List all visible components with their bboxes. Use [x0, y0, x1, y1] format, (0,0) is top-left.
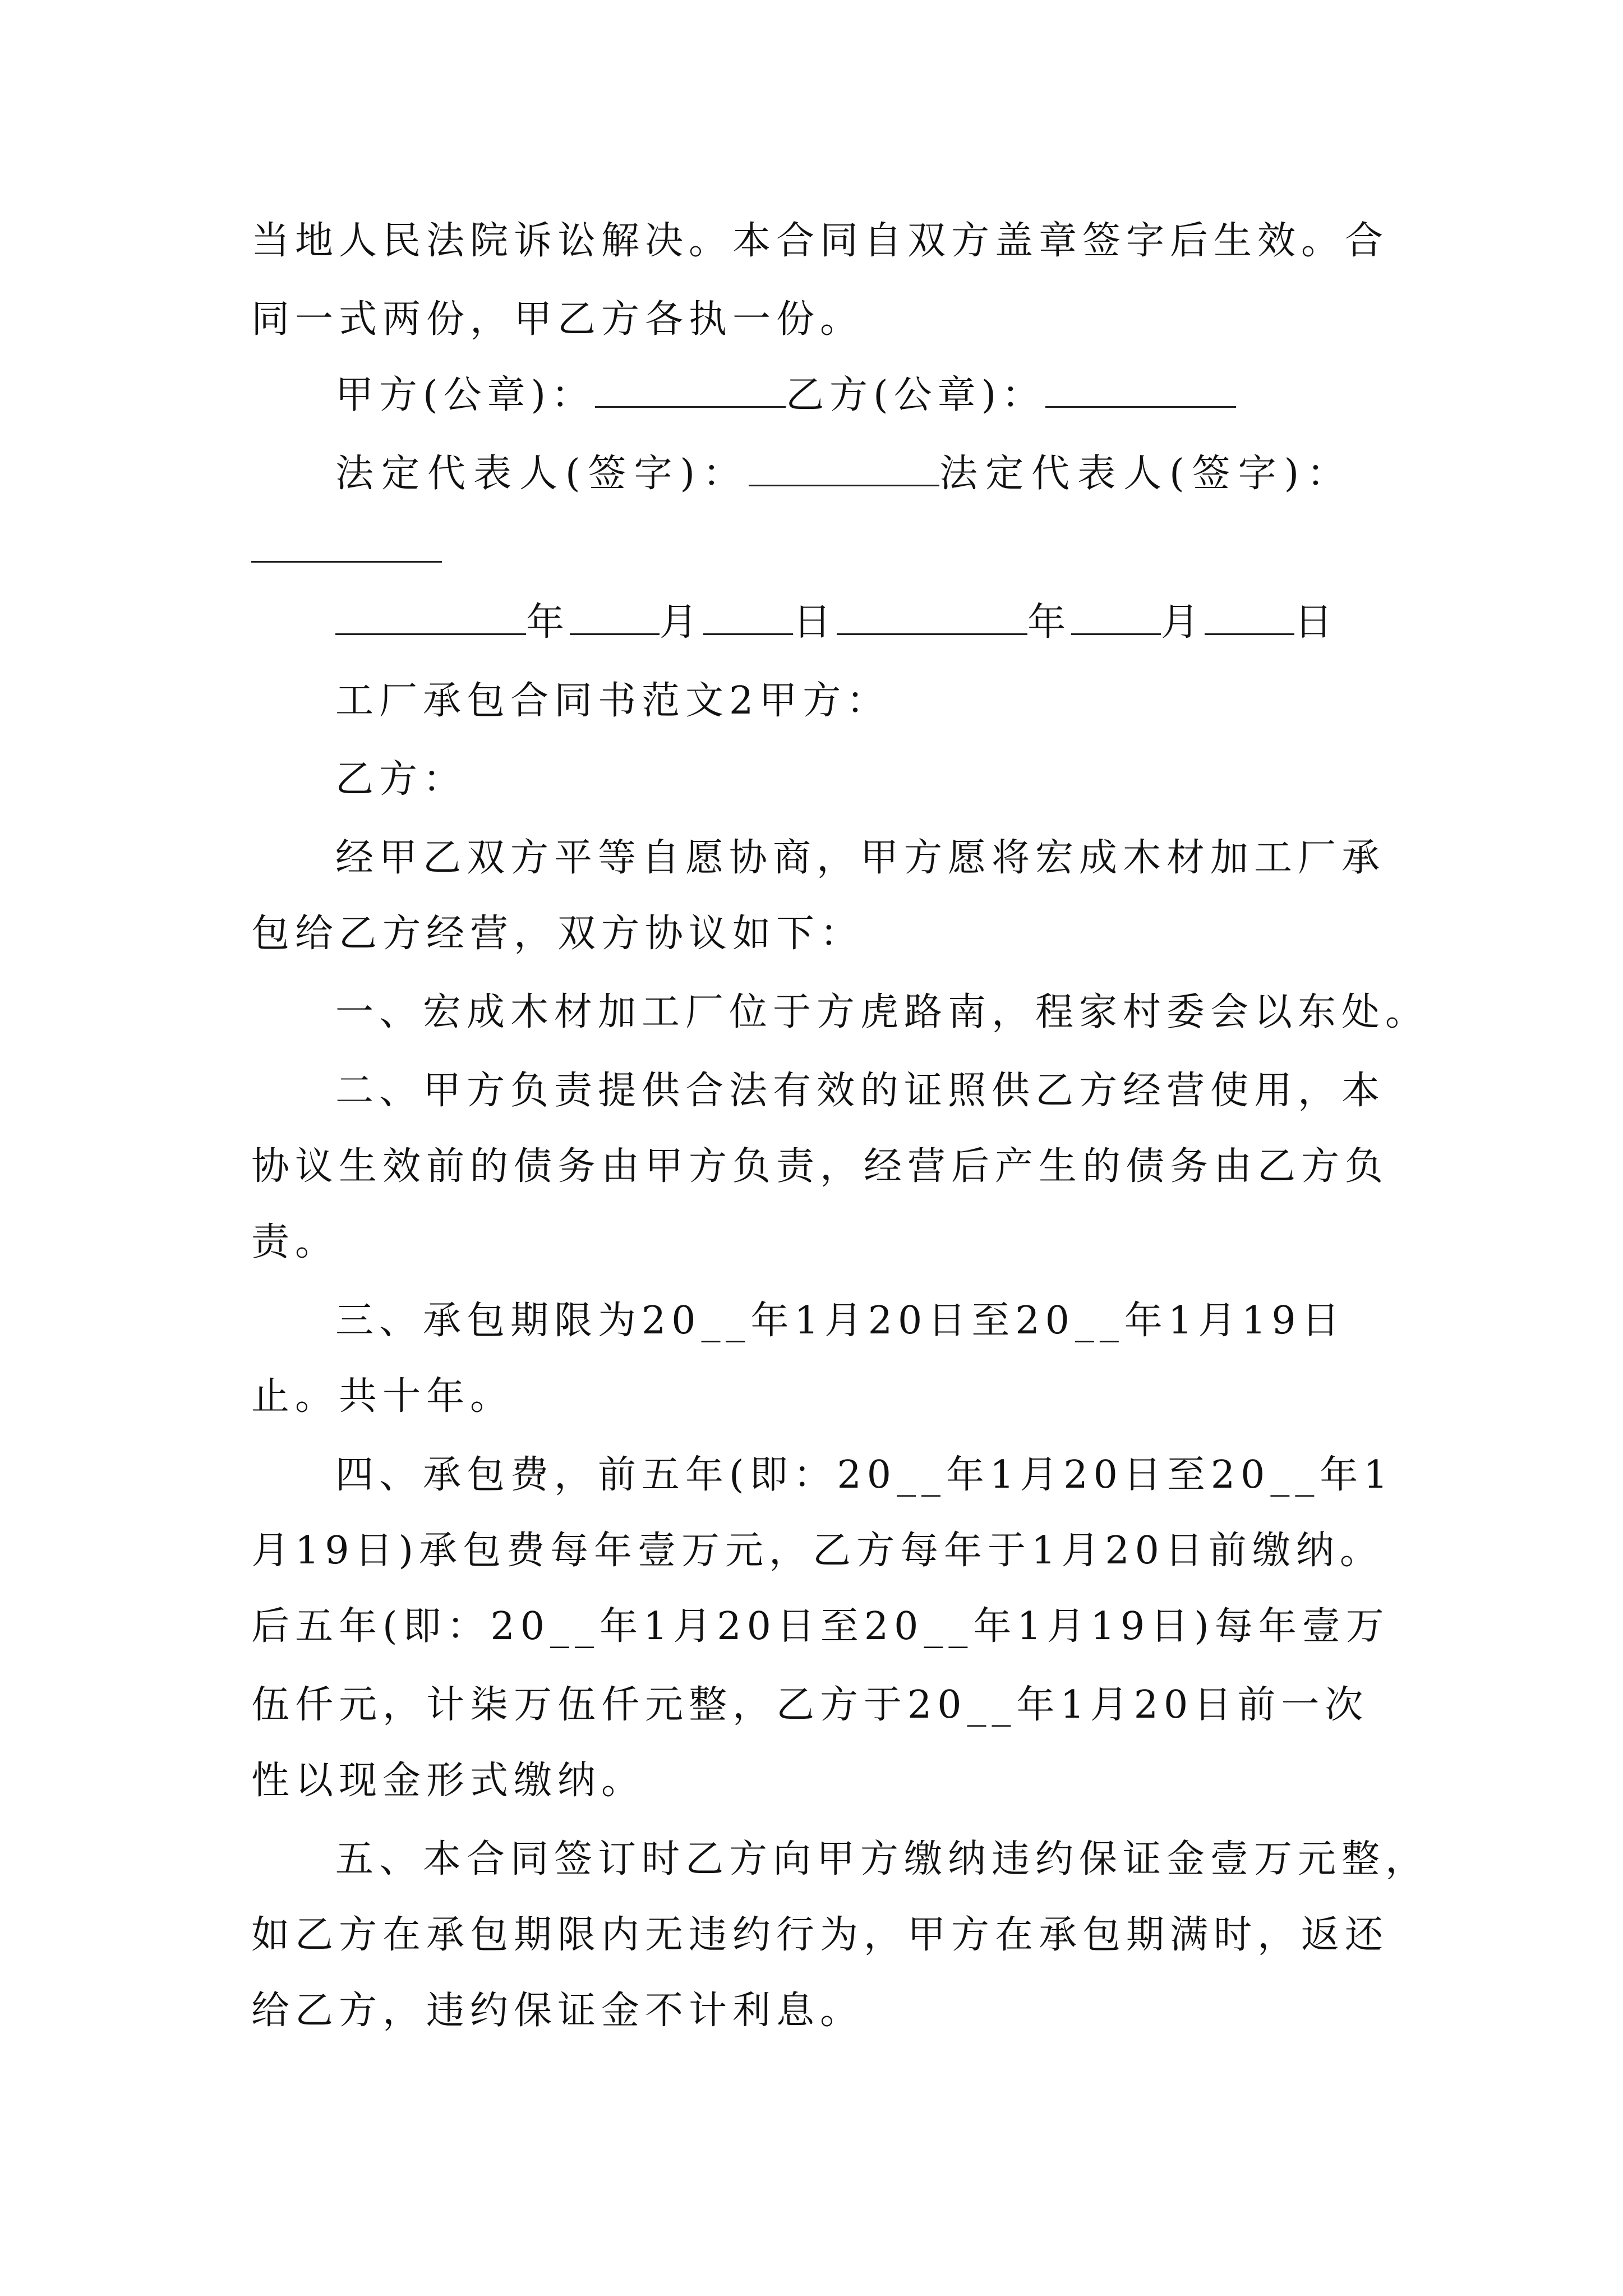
blank-field: [1045, 369, 1236, 408]
paragraph-line: 同一式两份，甲乙方各执一份。: [251, 297, 864, 342]
party-a-seal-label: 甲方(公章)：: [335, 373, 596, 417]
signature-line-rep: [335, 446, 1491, 502]
signature-line-seal: [335, 367, 1491, 424]
month-label: 月: [660, 600, 704, 645]
blank-field: [595, 369, 786, 408]
paragraph-line: 后五年(即：20__年1月20日至20__年1月19日)每年壹万: [251, 1604, 1390, 1649]
paragraph-line: 如乙方在承包期限内无违约行为，甲方在承包期满时，返还: [251, 1913, 1389, 1957]
paragraph-line: 一、宏成木材加工厂位于方虎路南，程家村委会以东处。: [335, 990, 1430, 1034]
blank-field: [1205, 596, 1294, 635]
paragraph-line: 止。共十年。: [251, 1374, 514, 1419]
blank-field: [837, 596, 1027, 635]
paragraph-line: 责。: [251, 1220, 339, 1264]
paragraph-line: 二、甲方负责提供合法有效的证照供乙方经营使用，本: [335, 1069, 1386, 1113]
month-label: 月: [1161, 600, 1205, 645]
paragraph-line: 五、本合同签订时乙方向甲方缴纳违约保证金壹万元整，: [335, 1837, 1430, 1881]
date-line: [335, 595, 1491, 651]
year-label: 年: [1027, 600, 1072, 645]
paragraph-line: 给乙方，违约保证金不计利息。: [251, 1989, 864, 2033]
paragraph-line: 月19日)承包费每年壹万元，乙方每年于1月20日前缴纳。: [251, 1529, 1384, 1573]
party-b-seal-label: 乙方(公章)：: [786, 373, 1046, 417]
paragraph-line: 乙方：: [335, 757, 467, 802]
paragraph-line: 经甲乙双方平等自愿协商，甲方愿将宏成木材加工厂承: [335, 836, 1386, 880]
paragraph-line: 伍仟元，计柒万伍仟元整，乙方于20__年1月20日前一次: [251, 1683, 1369, 1727]
rep-b-label: 法定代表人(签字)：: [939, 452, 1353, 496]
day-label: 日: [793, 600, 837, 645]
blank-field: [335, 596, 526, 635]
paragraph-line: 四、承包费，前五年(即：20__年1月20日至20__年1: [335, 1453, 1394, 1497]
paragraph-line: 性以现金形式缴纳。: [251, 1759, 645, 1803]
year-label: 年: [526, 600, 570, 645]
section-title: 工厂承包合同书范文2甲方：: [335, 679, 891, 723]
blank-field: [749, 448, 939, 486]
blank-field: [251, 561, 442, 563]
rep-a-label: 法定代表人(签字)：: [335, 452, 749, 496]
paragraph-line: 包给乙方经营，双方协议如下：: [251, 912, 864, 956]
paragraph-line: 三、承包期限为20__年1月20日至20__年1月19日: [335, 1299, 1345, 1343]
paragraph-line: 协议生效前的债务由甲方负责，经营后产生的债务由乙方负: [251, 1144, 1389, 1189]
day-label: 日: [1294, 600, 1339, 645]
blank-field: [703, 596, 793, 635]
blank-field: [1071, 596, 1161, 635]
blank-field: [570, 596, 660, 635]
paragraph-line: 当地人民法院诉讼解决。本合同自双方盖章签字后生效。合: [251, 219, 1389, 263]
